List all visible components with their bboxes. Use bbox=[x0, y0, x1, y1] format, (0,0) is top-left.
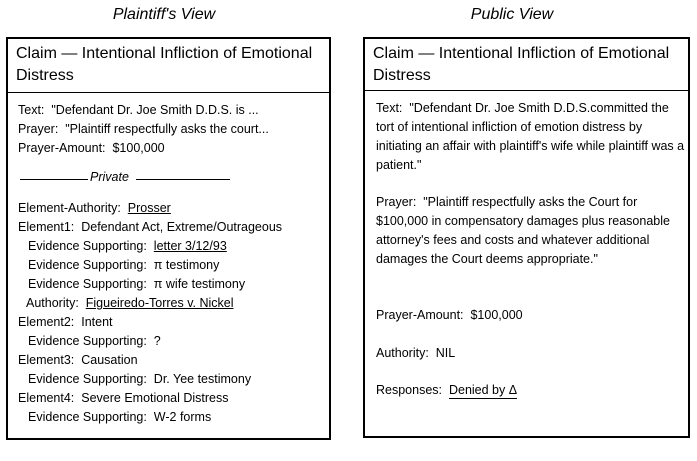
evidence-label: Evidence Supporting: bbox=[28, 410, 147, 424]
element4-label: Element4: bbox=[18, 391, 75, 405]
text-label: Text: bbox=[376, 101, 403, 115]
evidence-link[interactable]: letter 3/12/93 bbox=[153, 239, 227, 253]
public-claim-panel bbox=[363, 37, 690, 438]
prayer-label: Prayer: bbox=[18, 122, 59, 136]
private-divider-left bbox=[20, 179, 88, 180]
responses-link[interactable]: Denied by Δ bbox=[448, 383, 518, 397]
evidence-value: Dr. Yee testimony bbox=[153, 372, 252, 386]
text-row bbox=[376, 99, 686, 175]
evidence-row bbox=[28, 275, 245, 294]
plaintiffs-view-title: Plaintiff's View bbox=[112, 6, 216, 23]
element-authority-label: Element-Authority: bbox=[18, 201, 121, 215]
public-view-title: Public View bbox=[470, 6, 554, 23]
prayer-value: "Plaintiff respectfully asks the court... bbox=[65, 122, 269, 136]
text-row bbox=[18, 101, 259, 120]
element4-value: Severe Emotional Distress bbox=[81, 391, 229, 405]
responses-label: Responses: bbox=[376, 383, 443, 397]
authority-label: Authority: bbox=[376, 346, 429, 360]
element4-row bbox=[18, 389, 229, 408]
plaintiffs-claim-panel bbox=[6, 37, 331, 440]
prayer-value: "Plaintiff respectfully asks the Court for $100,000 in compensatory damages plus reasonable attorney's fees and costs and whatever additional damages the Court deems appropriate." bbox=[376, 195, 670, 266]
authority-link[interactable]: Figueiredo-Torres v. Nickel bbox=[85, 296, 234, 310]
element2-row bbox=[18, 313, 113, 332]
prayer-amount-row bbox=[18, 139, 165, 158]
responses-row bbox=[376, 381, 517, 400]
element2-label: Element2: bbox=[18, 315, 75, 329]
prayer-amount-value: $100,000 bbox=[112, 141, 165, 155]
element2-value: Intent bbox=[81, 315, 113, 329]
prayer-row bbox=[376, 193, 688, 269]
private-divider-right bbox=[136, 179, 230, 180]
evidence-value: π wife testimony bbox=[153, 277, 246, 291]
prayer-amount-label: Prayer-Amount: bbox=[18, 141, 106, 155]
element3-label: Element3: bbox=[18, 353, 75, 367]
evidence-label: Evidence Supporting: bbox=[28, 258, 147, 272]
evidence-value: W-2 forms bbox=[153, 410, 212, 424]
evidence-label: Evidence Supporting: bbox=[28, 334, 147, 348]
prayer-label: Prayer: bbox=[376, 195, 417, 209]
evidence-label: Evidence Supporting: bbox=[28, 277, 147, 291]
private-label: Private bbox=[90, 170, 129, 184]
prayer-row bbox=[18, 120, 269, 139]
text-value: "Defendant Dr. Joe Smith D.D.S. is ... bbox=[51, 103, 259, 117]
evidence-row bbox=[28, 408, 211, 427]
element1-label: Element1: bbox=[18, 220, 75, 234]
authority-label: Authority: bbox=[26, 296, 79, 310]
evidence-row bbox=[28, 332, 161, 351]
evidence-row bbox=[28, 370, 251, 389]
text-label: Text: bbox=[18, 103, 45, 117]
prayer-amount-value: $100,000 bbox=[470, 308, 523, 322]
evidence-row bbox=[28, 237, 227, 256]
evidence-value: π testimony bbox=[153, 258, 220, 272]
element-authority-row bbox=[18, 199, 171, 218]
element1-value: Defendant Act, Extreme/Outrageous bbox=[81, 220, 283, 234]
authority-row bbox=[376, 344, 455, 363]
claim-title: Claim — Intentional Infliction of Emotional Distress bbox=[365, 39, 688, 91]
evidence-label: Evidence Supporting: bbox=[28, 372, 147, 386]
evidence-value: ? bbox=[153, 334, 161, 348]
element-authority-link[interactable]: Prosser bbox=[127, 201, 171, 215]
claim-title: Claim — Intentional Infliction of Emotional Distress bbox=[8, 39, 329, 93]
element3-row bbox=[18, 351, 138, 370]
prayer-amount-label: Prayer-Amount: bbox=[376, 308, 464, 322]
authority-row bbox=[26, 294, 234, 313]
element1-row bbox=[18, 218, 282, 237]
element3-value: Causation bbox=[81, 353, 138, 367]
evidence-label: Evidence Supporting: bbox=[28, 239, 147, 253]
text-value: "Defendant Dr. Joe Smith D.D.S.committed the tort of intentional infliction of emotion distress by initiating an affair with plaintiff's wife while plaintiff was a patient." bbox=[376, 101, 685, 172]
prayer-amount-row bbox=[376, 306, 523, 325]
evidence-row bbox=[28, 256, 219, 275]
authority-value: NIL bbox=[435, 346, 456, 360]
